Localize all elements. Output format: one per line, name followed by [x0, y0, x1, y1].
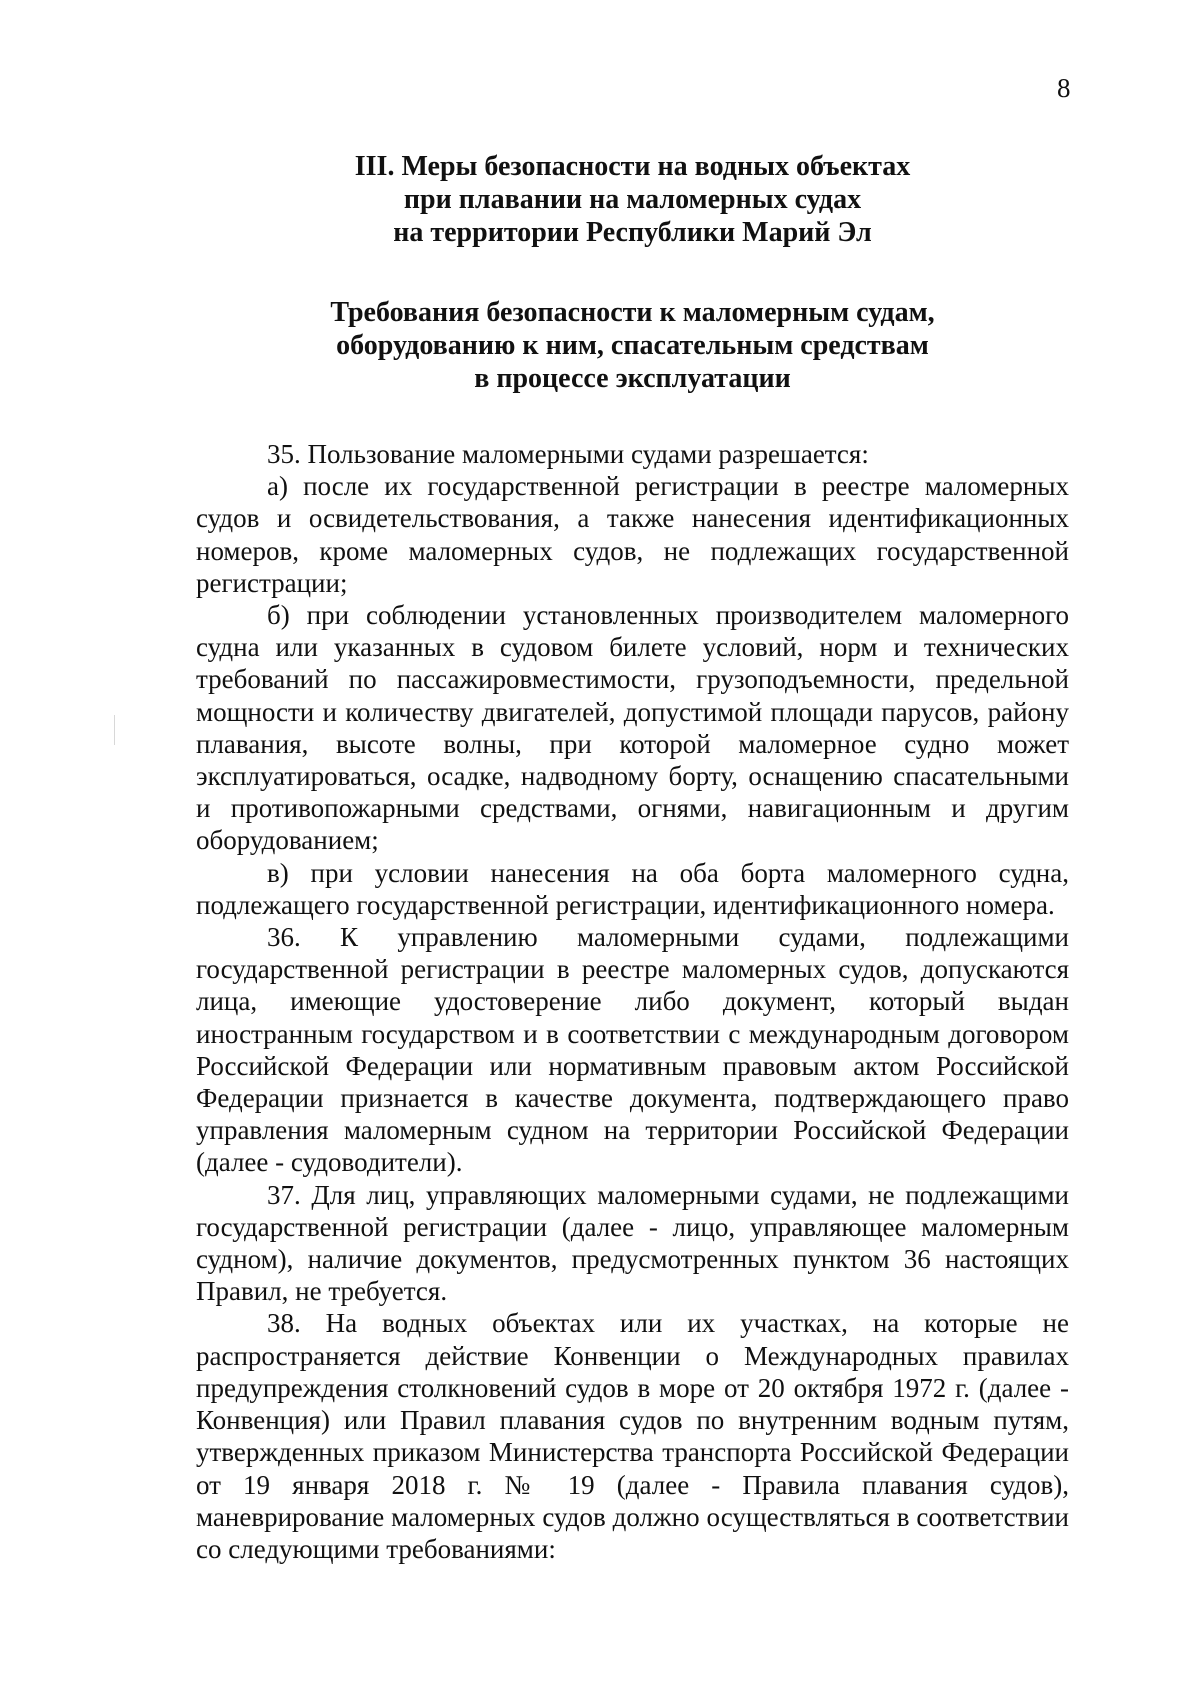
scan-margin-mark [114, 715, 115, 745]
paragraph-36: 36. К управлению маломерными судами, подлежащими государственной регистрации в реестре маломерных судов, допускаются лица, имеющие удостоверение либо документ, который выдан иностранным государством и в соответствии с международным договором Российской Федерации или нормативным правовым актом Российской Федерации признается в качестве документа, подтверждающего право управления маломерным судном на территории Российской Федерации (далее - судоводители). [196, 922, 1069, 1178]
paragraph-35-a: а) после их государственной регистрации в реестре маломерных судов и освидетельствования, а также нанесения идентификационных номеров, кроме маломерных судов, не подлежащих государственной регистрации; [196, 471, 1069, 598]
section-title-line: при плавании на маломерных судах [403, 184, 862, 215]
paragraph-38: 38. На водных объектах или их участках, на которые не распространяется действие Конвенции о Международных правилах предупреждения столкновений судов в море от 20 октября 1972 г. (далее - Конвенция) или Правил плавания судов по внутренним водным путям, утвержденных приказом Министерства транспорта Российской Федерации от 19 января 2018 г. № 19 (далее - Правила плавания судов), маневрирование маломерных судов должно осуществляться в соответствии со следующими требованиями: [196, 1308, 1069, 1564]
section-title-line: на территории Республики Марий Эл [393, 217, 872, 248]
paragraph-35-b: б) при соблюдении установленных производителем маломерного судна или указанных в судовом билете условий, норм и технических требований по пассажировместимости, грузоподъемности, предельной мощности и количеству двигателей, допустимой площади парусов, району плавания, высоте волны, при которой маломерное судно может эксплуатироваться, осадке, надводному борту, оснащению спасательными и противопожарными средствами, огнями, навигационным и другим оборудованием; [196, 600, 1069, 856]
section-title [196, 150, 1069, 249]
subsection-title-line: в процессе эксплуатации [474, 363, 791, 394]
page-number: 8 [1057, 73, 1071, 103]
paragraph-37: 37. Для лиц, управляющих маломерными судами, не подлежащими государственной регистрации (далее - лицо, управляющее маломерным судном), наличие документов, предусмотренных пунктом 36 настоящих Правил, не требуется. [196, 1179, 1069, 1307]
body-text [196, 438, 1069, 1565]
subsection-title-line: оборудованию к ним, спасательным средствам [336, 330, 929, 361]
document-body [196, 150, 1069, 1565]
subsection-title-line: Требования безопасности к маломерным судам, [330, 297, 935, 328]
section-title-line: III. Меры безопасности на водных объектах [354, 151, 911, 182]
paragraph-35-v: в) при условии нанесения на оба борта маломерного судна, подлежащего государственной регистрации, идентификационного номера. [196, 857, 1069, 920]
subsection-title [196, 296, 1069, 395]
paragraph-35: 35. Пользование маломерными судами разрешается: [267, 439, 869, 469]
